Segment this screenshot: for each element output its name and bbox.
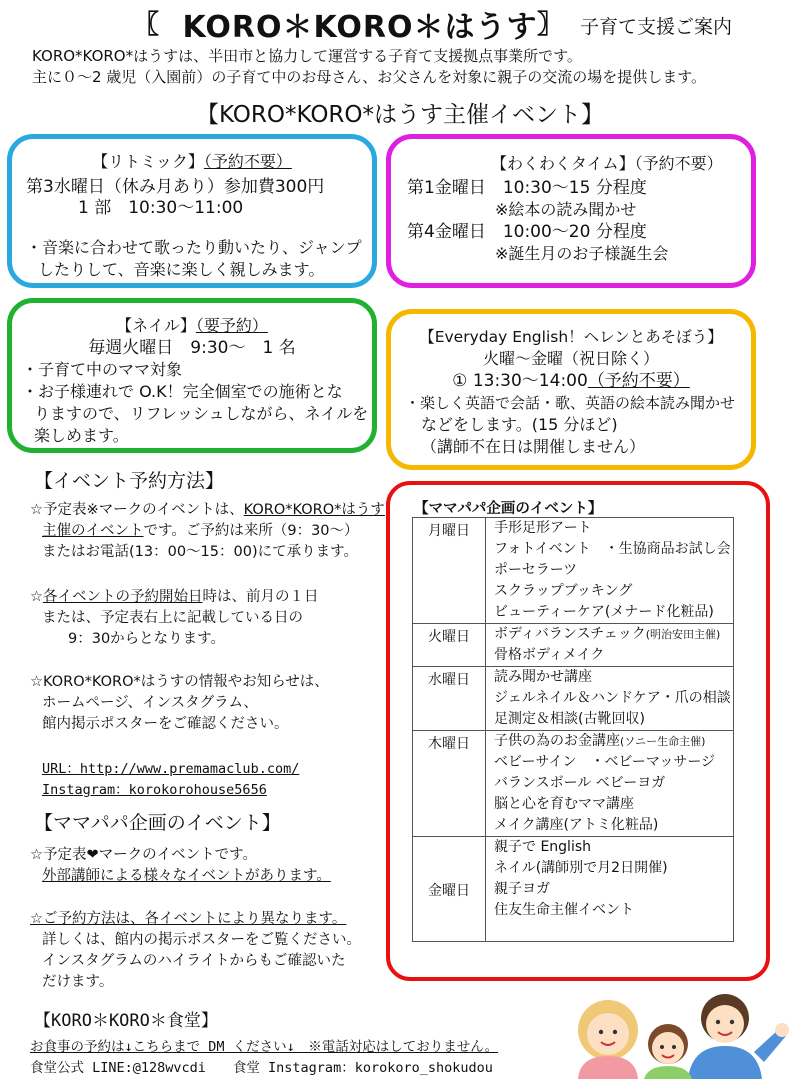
rhythmic-box bbox=[7, 134, 377, 288]
english-desc-2: などをします。(15 分ほど) bbox=[421, 415, 618, 434]
mamapapa-p2-c: インスタグラムのハイライトからもご確認いた bbox=[42, 953, 346, 969]
website-link[interactable]: URL：http://www.premamaclub.com/ bbox=[42, 761, 300, 777]
mamapapa-p2-a: ☆ご予約方法は、各イベントにより異なります。 bbox=[30, 911, 347, 927]
nail-desc-1: ・子育て中のママ対象 bbox=[22, 360, 183, 379]
table-row bbox=[413, 731, 734, 837]
english-title: 【Everyday English！ヘレンとあそぼう】 bbox=[419, 328, 723, 346]
events-cell bbox=[486, 731, 734, 837]
mamapapa-p2-d: だけます。 bbox=[42, 974, 114, 990]
reservation-p1-b: 主催のイベントです。ご予約は来所（9：30～） bbox=[42, 523, 359, 539]
table-row bbox=[413, 624, 734, 667]
list-item: 住友生命主催イベント bbox=[494, 902, 634, 918]
rhythmic-desc-2: したりして、音楽に楽しく親しみます。 bbox=[38, 260, 325, 279]
family-illustration bbox=[560, 990, 790, 1079]
list-item: ネイル(講師別で月2日開催) bbox=[494, 860, 668, 876]
waku-line-2: ※絵本の読み聞かせ bbox=[495, 200, 637, 219]
events-cell bbox=[486, 518, 734, 624]
reservation-p3-c: 館内掲示ポスターをご確認ください。 bbox=[42, 716, 289, 732]
day-cell: 月曜日 bbox=[413, 518, 486, 624]
reservation-p1-c: またはお電話(13：00～15：00)にて承ります。 bbox=[42, 544, 358, 560]
english-days: 火曜～金曜（祝日除く） bbox=[482, 349, 659, 368]
list-item: バランスボール ベビーヨガ bbox=[494, 775, 666, 791]
intro-line-2: 主に０～2 歳児（入園前）の子育て中のお母さん、お父さんを対象に親子の交流の場を提供します。 bbox=[32, 68, 707, 86]
reservation-p2-b: または、予定表右上に記載している日の bbox=[42, 610, 303, 626]
english-desc-1: ・楽しく英語で会話・歌、英語の絵本読み聞かせ bbox=[405, 394, 736, 412]
mamapapa-box bbox=[386, 481, 770, 981]
nail-desc-4: 楽しめます。 bbox=[34, 426, 129, 445]
rhythmic-reservation: （予約不要） bbox=[203, 152, 292, 171]
waku-title: 【わくわくタイム】（予約不要） bbox=[491, 154, 723, 173]
list-item: ポーセラーツ bbox=[494, 562, 578, 578]
reservation-p3-a: ☆KORO*KORO*はうすの情報やお知らせは、 bbox=[30, 674, 329, 690]
english-box bbox=[386, 309, 756, 470]
list-item: 読み聞かせ講座 bbox=[494, 669, 592, 685]
instagram-link[interactable]: Instagram：korokorohouse5656 bbox=[42, 782, 267, 798]
intro-line-1: KORO*KORO*はうすは、半田市と協力して運営する子育て支援拠点事業所です。 bbox=[32, 47, 582, 65]
english-reservation: （予約不要） bbox=[587, 371, 690, 391]
list-item: ジェルネイル＆ハンドケア・爪の相談 bbox=[494, 690, 731, 706]
day-cell: 金曜日 bbox=[413, 837, 486, 942]
waku-line-4: ※誕生月のお子様誕生会 bbox=[495, 244, 669, 263]
mamapapa-p1-b: 外部講師による様々なイベントがあります。 bbox=[42, 868, 331, 884]
nail-heading bbox=[12, 315, 372, 337]
list-item: 親子ヨガ bbox=[494, 881, 550, 897]
list-item: メイク講座(アトミ化粧品) bbox=[494, 817, 659, 833]
table-row bbox=[413, 667, 734, 731]
english-time: ① 13:30～14:00 bbox=[452, 371, 588, 391]
list-item: 親子で English bbox=[494, 839, 592, 855]
reservation-heading: 【イベント予約方法】 bbox=[34, 470, 225, 492]
waku-line-3: 第4金曜日 10:00～20 分程度 bbox=[407, 222, 647, 242]
cafeteria-line-2: 食堂公式 LINE:@128wvcdi 食堂 Instagram：korokoro_shokudou bbox=[30, 1060, 493, 1076]
rhythmic-title: 【リトミック】 bbox=[92, 152, 204, 171]
page-title: KORO＊KORO＊はうす bbox=[182, 10, 538, 45]
table-row bbox=[413, 837, 734, 942]
list-item: 子供の為のお金講座(ソニー生命主催) bbox=[494, 733, 706, 749]
list-item: ボディバランスチェック(明治安田主催) bbox=[494, 626, 721, 642]
reservation-p3-b: ホームページ、インスタグラム、 bbox=[42, 695, 258, 711]
rhythmic-schedule: 第3水曜日（休み月あり）参加費300円 bbox=[26, 177, 325, 197]
title-bracket-left: 〖 bbox=[133, 10, 160, 40]
events-cell bbox=[486, 667, 734, 731]
reservation-p2-a: ☆各イベントの予約開始日時は、前月の１日 bbox=[30, 589, 319, 605]
day-cell: 水曜日 bbox=[413, 667, 486, 731]
mamapapa-p2-b: 詳しくは、館内の掲示ポスターをご覧ください。 bbox=[42, 932, 361, 948]
nail-desc-3: りますので、リフレッシュしながら、ネイルを bbox=[34, 404, 369, 423]
list-item: ビューティーケア(メナード化粧品) bbox=[494, 604, 714, 620]
list-item: スクラップブッキング bbox=[494, 583, 633, 599]
mamapapa-table bbox=[412, 517, 734, 942]
reservation-p1-a: ☆予定表※マークのイベントは、KORO*KORO*はうす bbox=[30, 502, 385, 518]
section-title: 【KORO*KORO*はうす主催イベント】 bbox=[195, 102, 605, 128]
table-row bbox=[413, 518, 734, 624]
rhythmic-heading bbox=[12, 151, 372, 173]
english-desc-3: （講師不在日は開催しません） bbox=[421, 437, 646, 456]
nail-title: 【ネイル】 bbox=[116, 316, 196, 335]
day-cell: 火曜日 bbox=[413, 624, 486, 667]
waku-box bbox=[386, 134, 756, 288]
day-cell: 木曜日 bbox=[413, 731, 486, 837]
cafeteria-line-1: お食事の予約は↓こちらまで DM ください↓ ※電話対応はしておりません。 bbox=[30, 1039, 499, 1055]
waku-line-1: 第1金曜日 10:30～15 分程度 bbox=[407, 178, 647, 198]
mamapapa-p1-a: ☆予定表❤マークのイベントです。 bbox=[30, 847, 257, 863]
nail-desc-2: ・お子様連れで O.K！完全個室での施術とな bbox=[22, 382, 343, 401]
list-item: フォトイベント ・生協商品お試し会 bbox=[494, 541, 731, 557]
events-cell bbox=[486, 624, 734, 667]
nail-box bbox=[7, 298, 377, 453]
list-item: ベビーサイン ・ベビーマッサージ bbox=[494, 754, 716, 770]
nail-reservation: （要予約） bbox=[195, 316, 268, 335]
nail-schedule: 毎週火曜日 9:30～ 1 名 bbox=[88, 338, 296, 358]
list-item: 足測定＆相談(古靴回収) bbox=[494, 711, 645, 727]
title-bracket-right: 〗 bbox=[537, 10, 564, 40]
cafeteria-heading: 【KORO＊KORO＊食堂】 bbox=[34, 1011, 218, 1031]
mamapapa-heading: 【ママパパ企画のイベント】 bbox=[34, 812, 281, 834]
list-item: 骨格ボディメイク bbox=[494, 647, 605, 663]
english-time-line bbox=[391, 370, 751, 392]
list-item: 手形足形アート bbox=[494, 520, 592, 536]
reservation-p2-c: 9：30からとなります。 bbox=[68, 631, 226, 647]
page-subtitle: 子育て支援ご案内 bbox=[580, 16, 733, 38]
mamapapa-table-title: 【ママパパ企画のイベント】 bbox=[414, 501, 603, 517]
rhythmic-time: 1 部 10:30～11:00 bbox=[78, 198, 244, 218]
list-item: 脳と心を育むママ講座 bbox=[494, 796, 634, 812]
events-cell bbox=[486, 837, 734, 942]
rhythmic-desc-1: ・音楽に合わせて歌ったり動いたり、ジャンプ bbox=[26, 238, 362, 257]
